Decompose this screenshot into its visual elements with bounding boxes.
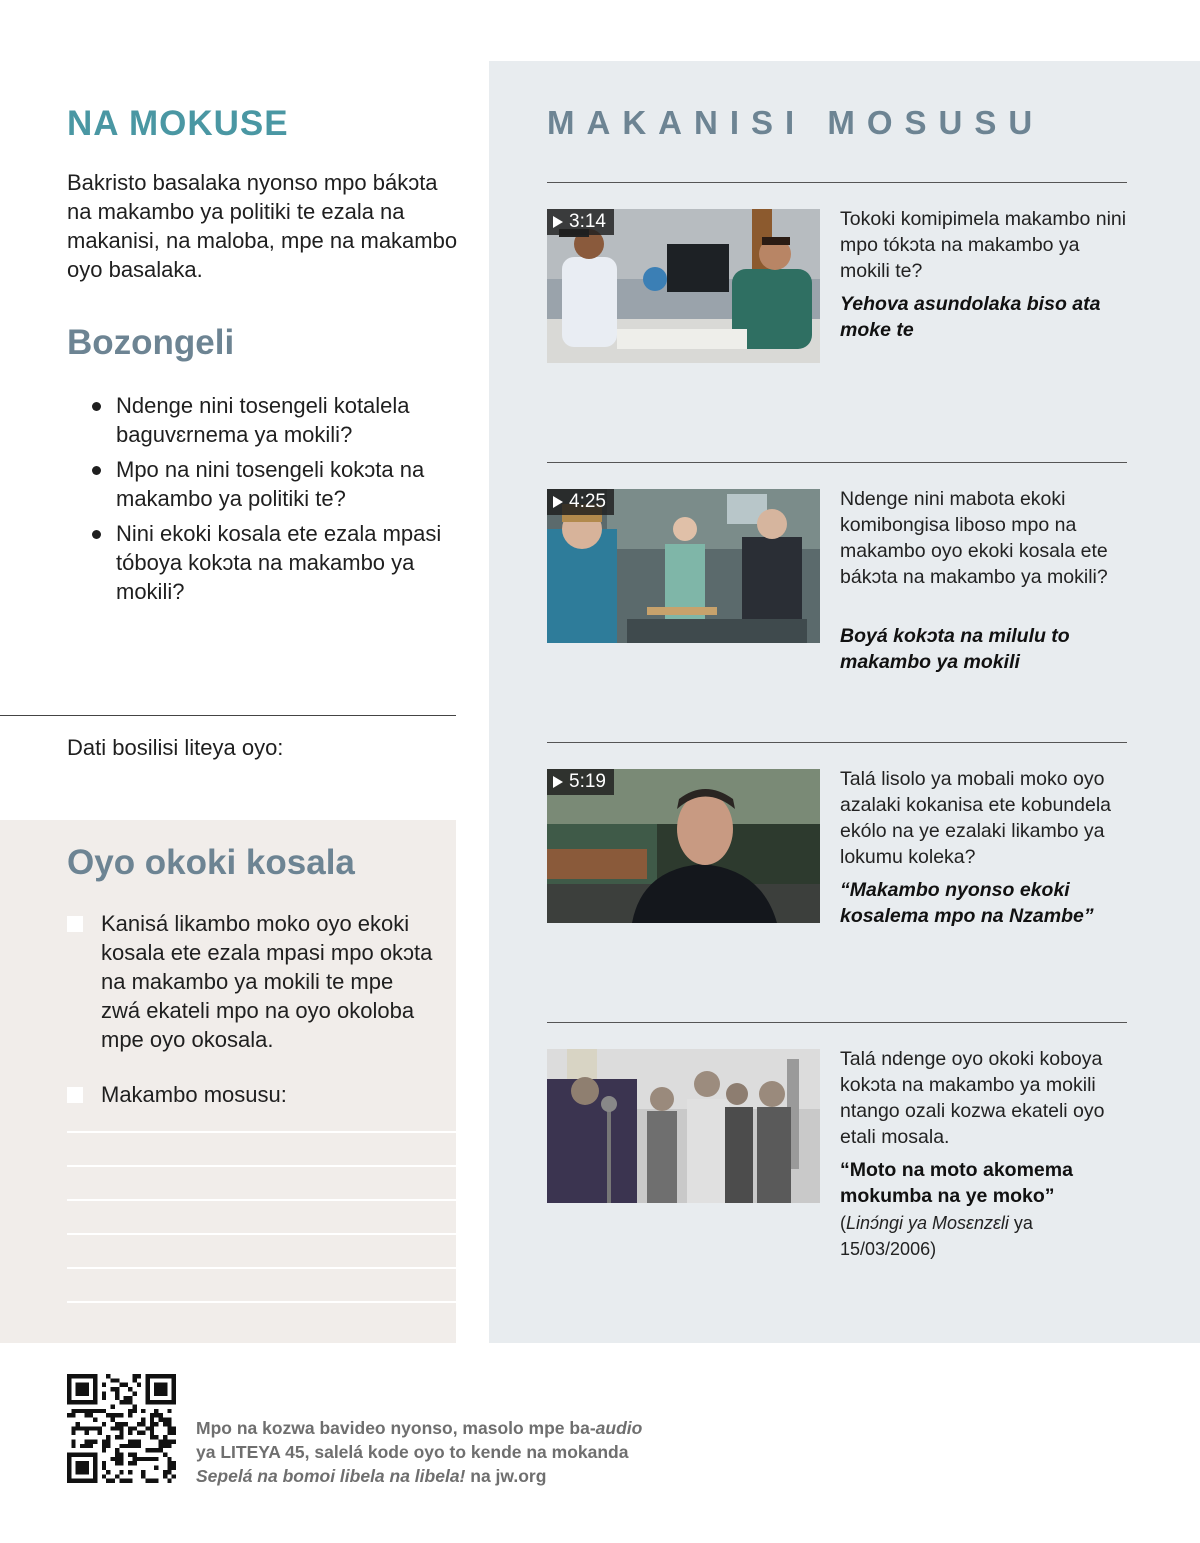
writing-line[interactable] [67,1233,456,1235]
action-item[interactable]: Makambo mosusu: [67,1080,437,1109]
review-item: Ndenge nini tosengeli kotalela baguvɛrnema ya mokili? [92,391,462,449]
video-duration-badge: 5:19 [547,769,614,795]
divider [547,1022,1127,1023]
summary-title: NA MOKUSE [67,104,289,143]
writing-line[interactable] [67,1199,456,1201]
card-question: Talá lisolo ya mobali moko oyo azalaki kokanisa ete kobundela ekólo na ye ezalaki likambo ya lokumu koleka? [840,768,1112,868]
video-thumbnail[interactable] [547,769,820,923]
divider [547,462,1127,463]
play-icon [553,776,563,788]
qr-code[interactable] [67,1374,176,1483]
qr-code-icon [67,1374,176,1483]
bullet-icon [92,402,101,411]
action-item[interactable]: Kanisá likambo moko oyo ekoki kosala ete ezala mpasi mpo okɔta na makambo ya mokili te mpe zwá ekateli mpo na oyo okoloba mpe oyo okosala. [67,909,437,1054]
checkbox[interactable] [67,1087,83,1103]
card-answer[interactable]: Yehova asundolaka biso ata moke te [840,293,1101,341]
divider [547,182,1127,183]
summary-text: Bakristo basalaka nyonso mpo bákɔta na makambo ya politiki te ezala na makanisi, na maloba, mpe na makambo oyo basalaka. [67,170,458,282]
review-title: Bozongeli [67,323,235,362]
play-icon [553,496,563,508]
card-question: Ndenge nini mabota ekoki komibongisa liboso mpo na makambo oyo ekoki kosala ete bákɔta na makambo ya mokili? [840,488,1108,588]
ancient-court-illustration [547,1049,820,1203]
video-thumbnail[interactable] [547,209,820,363]
article-image[interactable] [547,1049,820,1203]
card-source: (Linɔ́ngi ya Mosɛnzɛli ya 15/03/2006) [840,1213,1033,1259]
writing-line[interactable] [67,1165,456,1167]
completion-date-label: Dati bosilisi liteya oyo: [67,735,284,760]
review-item: Mpo na nini tosengeli kokɔta na makambo ya politiki te? [92,455,462,513]
more-title: MAKANISI MOSUSU [547,104,1045,141]
writing-line[interactable] [67,1267,456,1269]
video-duration-badge: 4:25 [547,489,614,515]
card-answer[interactable]: “Moto na moto akomema mokumba na ye moko” [840,1159,1073,1207]
video-duration-badge: 3:14 [547,209,614,235]
divider [547,742,1127,743]
footer-text: Mpo na kozwa bavideo nyonso, masolo mpe ba-audio ya LITEYA 45, salelá kode oyo to kende na mokanda Sepelá na bomoi libela na libela! na jw.org [196,1418,643,1486]
card-question: Tokoki komipimela makambo nini mpo tókɔta na makambo ya mokili te? [840,208,1127,282]
checkbox[interactable] [67,916,83,932]
action-title: Oyo okoki kosala [67,843,355,882]
writing-line[interactable] [67,1131,456,1133]
play-icon [553,216,563,228]
card-question: Talá ndenge oyo okoki koboya kokɔta na makambo ya mokili ntango ozali kozwa ekateli oyo etali mosala. [840,1048,1105,1148]
bullet-icon [92,466,101,475]
video-thumbnail[interactable] [547,489,820,643]
review-item: Nini ekoki kosala ete ezala mpasi tóboya kokɔta na makambo ya mokili? [92,519,462,606]
card-answer[interactable]: Boyá kokɔta na milulu to makambo ya mokili [840,625,1070,673]
card-answer[interactable]: “Makambo nyonso ekoki kosalema mpo na Nzambe” [840,879,1094,927]
bullet-icon [92,530,101,539]
review-list [92,391,462,612]
writing-line[interactable] [67,1301,456,1303]
divider [0,715,456,716]
